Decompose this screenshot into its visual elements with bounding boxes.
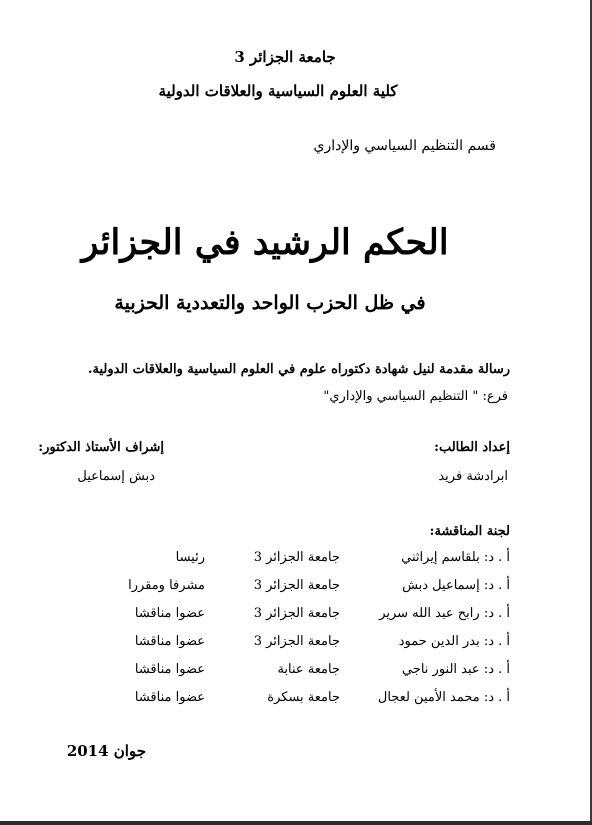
member-role: عضوا مناقشا [134,606,205,621]
committee-row [134,606,510,628]
committee-row [134,690,510,712]
member-university: جامعة الجزائر 3 [253,634,340,649]
member-university: جامعة الجزائر 3 [253,550,340,565]
committee-label: لجنة المناقشة: [429,524,510,539]
member-role: عضوا مناقشا [134,634,205,649]
thesis-description: رسالة مقدمة لنيل شهادة دكتوراه علوم في العلوم السياسية والعلاقات الدولية. [87,362,510,377]
thesis-title: الحكم الرشيد في الجزائر [81,222,449,263]
member-university: جامعة الجزائر 3 [253,606,340,621]
committee-row [134,662,510,684]
member-name: أ . د: إسماعيل دبش [402,578,510,593]
member-name: أ . د: بدر الدين حمود [398,634,510,649]
member-name: أ . د: بلقاسم إيراثني [401,550,510,565]
member-name: أ . د: رابح عبد الله سرير [379,606,510,621]
thesis-branch: فرع: " التنظيم السياسي والإداري" [323,389,508,404]
committee-row [150,550,510,572]
page-edge-bottom [0,821,592,825]
committee-row [128,578,510,600]
member-role: عضوا مناقشا [134,690,205,705]
member-role: رئيسا [175,550,205,565]
committee-row [134,634,510,656]
member-role: مشرفا ومقررا [128,578,205,593]
student-name: ابرادشة فريد [438,469,508,484]
university-name: جامعة الجزائر 3 [234,48,336,66]
thesis-subtitle: في ظل الحزب الواحد والتعددية الحزبية [114,292,426,314]
prepared-by-label: إعداد الطالب: [434,440,510,455]
supervisor-label: إشراف الأستاذ الدكتور: [38,440,164,455]
member-university: جامعة الجزائر 3 [253,578,340,593]
member-university: جامعة عنابة [277,662,340,677]
defense-date: جوان 2014 [66,742,146,760]
supervisor-name: دبش إسماعيل [77,469,155,484]
member-role: عضوا مناقشا [134,662,205,677]
member-name: أ . د: عبد النور ناجي [401,662,510,677]
member-university: جامعة بسكرة [267,690,340,705]
member-name: أ . د: محمد الأمين لعجال [377,690,510,705]
faculty-name: كلية العلوم السياسية والعلاقات الدولية [158,82,398,100]
department-name: قسم التنظيم السياسي والإداري [313,138,496,154]
